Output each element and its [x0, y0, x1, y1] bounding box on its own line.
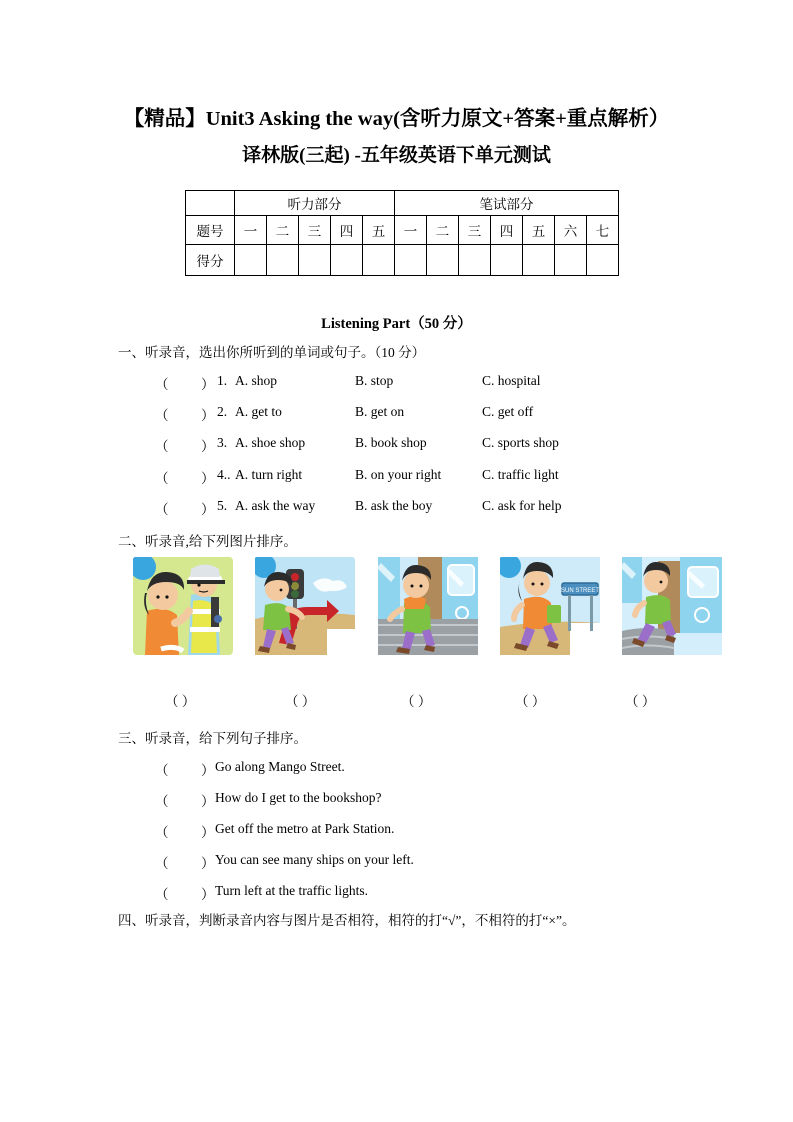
- answer-bracket-open: （: [155, 763, 169, 778]
- score-table-listening-item: 三: [299, 216, 331, 245]
- answer-bracket-open: （: [155, 439, 169, 454]
- answer-bracket-open: （: [155, 471, 169, 486]
- answer-bracket-close: ）: [201, 887, 215, 902]
- picture-answer-bracket[interactable]: （ ）: [515, 694, 546, 709]
- question-number: 3.: [217, 435, 228, 450]
- score-cell[interactable]: [235, 245, 267, 276]
- sentence-text: Go along Mango Street.: [215, 759, 345, 774]
- score-cell[interactable]: [587, 245, 619, 276]
- answer-bracket-open: （: [155, 502, 169, 517]
- picture-answer-bracket[interactable]: （ ）: [165, 694, 196, 709]
- score-cell[interactable]: [267, 245, 299, 276]
- score-cell[interactable]: [491, 245, 523, 276]
- sentence-text: Get off the metro at Park Station.: [215, 821, 395, 836]
- choice-row[interactable]: [155, 373, 675, 391]
- sentence-order-row[interactable]: [155, 852, 635, 870]
- score-table-listening-item: 一: [235, 216, 267, 245]
- choice-option-a[interactable]: A. turn right: [235, 467, 303, 482]
- answer-bracket-open: （: [155, 408, 169, 423]
- answer-bracket-close: ）: [201, 763, 215, 778]
- picture-getting-on-metro: [378, 557, 482, 659]
- score-cell[interactable]: [459, 245, 491, 276]
- section-2-heading: 二、听录音,给下列图片排序。: [118, 534, 297, 549]
- choice-option-a[interactable]: A. ask the way: [235, 498, 316, 513]
- score-cell[interactable]: [395, 245, 427, 276]
- choice-row[interactable]: [155, 467, 675, 485]
- score-table-written-header: 笔试部分: [395, 191, 619, 216]
- score-cell[interactable]: [363, 245, 395, 276]
- score-table-written-item: 四: [491, 216, 523, 245]
- answer-bracket-open: （: [155, 794, 169, 809]
- score-table-written-item: 六: [555, 216, 587, 245]
- section-1-heading: 一、听录音，选出你所听到的单词或句子。（10 分）: [118, 345, 426, 360]
- answer-bracket-close: ）: [201, 502, 215, 517]
- choice-option-a[interactable]: A. shoe shop: [235, 435, 306, 450]
- score-table-question-row: [186, 216, 619, 245]
- picture-ordering-strip: [133, 557, 733, 662]
- answer-bracket-open: （: [155, 856, 169, 871]
- sentence-order-row[interactable]: [155, 790, 635, 808]
- score-cell[interactable]: [555, 245, 587, 276]
- choice-option-b[interactable]: B. book shop: [355, 435, 427, 450]
- answer-bracket-open: （: [155, 887, 169, 902]
- page-subtitle: 译林版(三起) -五年级英语下单元测试: [242, 145, 551, 166]
- answer-bracket-close: ）: [201, 825, 215, 840]
- picture-answer-bracket[interactable]: （ ）: [401, 694, 432, 709]
- picture-getting-off-metro: [622, 557, 726, 659]
- score-table-question-label: 题号: [186, 216, 235, 245]
- sentence-text: Turn left at the traffic lights.: [215, 883, 368, 898]
- picture-traffic-light-turn-arrow: [255, 557, 359, 659]
- answer-bracket-open: （: [155, 825, 169, 840]
- choice-option-c[interactable]: C. get off: [482, 404, 534, 419]
- score-cell[interactable]: [523, 245, 555, 276]
- score-table-listening-item: 四: [331, 216, 363, 245]
- score-table-written-item: 三: [459, 216, 491, 245]
- answer-bracket-open: （: [155, 377, 169, 392]
- answer-bracket-close: ）: [201, 377, 215, 392]
- score-cell[interactable]: [299, 245, 331, 276]
- svg-text:SUN STREET: SUN STREET: [560, 588, 600, 594]
- section-4-heading: 四、听录音，判断录音内容与图片是否相符，相符的打“√”，不相符的打“×”。: [118, 913, 576, 928]
- score-table-written-item: 二: [427, 216, 459, 245]
- choice-option-b[interactable]: B. on your right: [355, 467, 442, 482]
- choice-row[interactable]: [155, 404, 675, 422]
- sentence-order-row[interactable]: [155, 821, 635, 839]
- choice-option-a[interactable]: A. get to: [235, 404, 282, 419]
- answer-bracket-close: ）: [201, 439, 215, 454]
- picture-street-sign: [500, 557, 604, 659]
- score-table-written-item: 五: [523, 216, 555, 245]
- question-number: 5.: [217, 498, 228, 513]
- score-table-listening-item: 五: [363, 216, 395, 245]
- score-table-score-row: [186, 245, 619, 276]
- question-number: 2.: [217, 404, 228, 419]
- choice-option-b[interactable]: B. get on: [355, 404, 405, 419]
- answer-bracket-close: ）: [201, 856, 215, 871]
- picture-answer-bracket[interactable]: （ ）: [285, 694, 316, 709]
- sentence-text: You can see many ships on your left.: [215, 852, 414, 867]
- score-table: [185, 190, 619, 276]
- choice-option-c[interactable]: C. traffic light: [482, 467, 559, 482]
- choice-option-c[interactable]: C. hospital: [482, 373, 541, 388]
- page-title: 【精品】Unit3 Asking the way(含听力原文+答案+重点解析）: [123, 108, 670, 130]
- answer-bracket-close: ）: [201, 794, 215, 809]
- score-cell[interactable]: [331, 245, 363, 276]
- picture-answer-bracket[interactable]: （ ）: [625, 694, 656, 709]
- picture-girl-asking-policeman: [133, 557, 237, 659]
- sentence-order-row[interactable]: [155, 883, 635, 901]
- picture-answer-brackets: [133, 690, 733, 708]
- score-table-listening-item: 二: [267, 216, 299, 245]
- listening-part-heading: Listening Part（50 分）: [321, 316, 472, 332]
- choice-row[interactable]: [155, 435, 675, 453]
- choice-option-b[interactable]: B. stop: [355, 373, 394, 388]
- choice-row[interactable]: [155, 498, 675, 516]
- score-table-section-row: [186, 191, 619, 216]
- choice-option-a[interactable]: A. shop: [235, 373, 278, 388]
- score-table-written-item: 一: [395, 216, 427, 245]
- score-table-written-item: 七: [587, 216, 619, 245]
- score-cell[interactable]: [427, 245, 459, 276]
- sentence-order-row[interactable]: [155, 759, 635, 777]
- score-table-corner-cell: [186, 191, 235, 216]
- section-3-heading: 三、听录音，给下列句子排序。: [118, 731, 307, 746]
- sentence-text: How do I get to the bookshop?: [215, 790, 382, 805]
- question-number: 4..: [217, 467, 231, 482]
- choice-option-c[interactable]: C. sports shop: [482, 435, 559, 450]
- choice-option-c[interactable]: C. ask for help: [482, 498, 562, 513]
- score-table-listening-header: 听力部分: [235, 191, 395, 216]
- answer-bracket-close: ）: [201, 471, 215, 486]
- score-table-score-label: 得分: [186, 245, 235, 276]
- choice-option-b[interactable]: B. ask the boy: [355, 498, 433, 513]
- answer-bracket-close: ）: [201, 408, 215, 423]
- question-number: 1.: [217, 373, 228, 388]
